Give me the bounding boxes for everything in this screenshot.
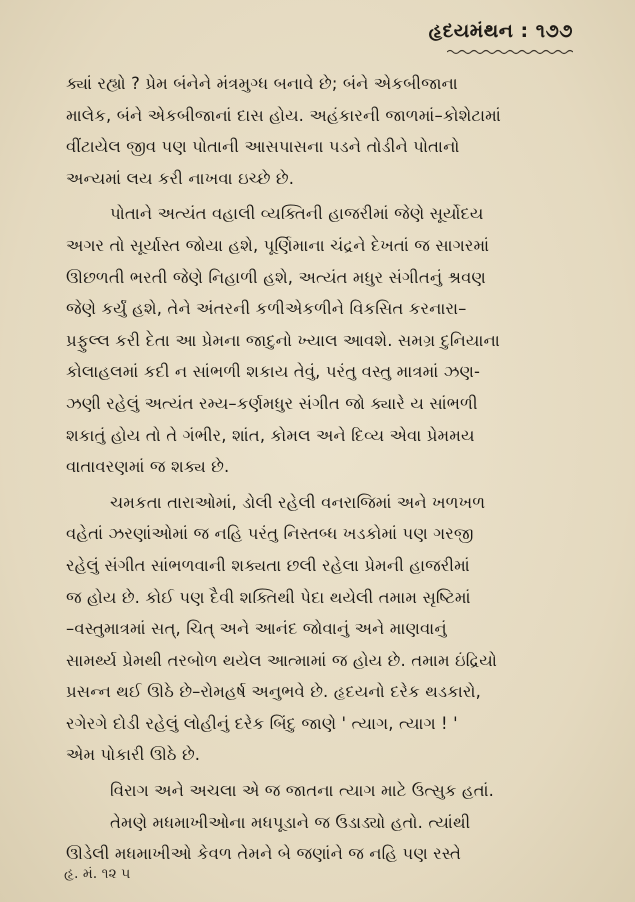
running-head: હૃદયમંથન : ૧૭૭ [428, 20, 573, 42]
text-line: ઝણી રહેલું અત્યંત રમ્ય–કર્ણમધુર સંગીત જો ક્યારે ય સાંભળી [66, 393, 478, 413]
text-line: સામર્થ્ય પ્રેમથી તરબોળ થયેલ આત્મામાં જ હોય છે. તમામ ઇંદ્રિયો [66, 650, 497, 670]
text-line: પોતાને અત્યંત વહાલી વ્યક્તિની હાજરીમાં જેણે સૂર્યોદય [110, 204, 484, 224]
text-line: ચમકતા તારાઓમાં, ડોલી રહેલી વનરાજિમાં અને ખળખળ [110, 492, 486, 512]
text-line: અગર તો સૂર્યાસ્ત જોયા હશે, પૂર્ણિમાના ચંદ્રને દેખતાં જ સાગરમાં [66, 235, 490, 255]
text-line: રગેરગે દોડી રહેલું લોહીનું દરેક બિંદુ જાણે ' ત્યાગ, ત્યાગ ! ' [66, 713, 458, 733]
text-line: રહેલું સંગીત સાંભળવાની શક્યતા છલી રહેલા પ્રેમની હાજરીમાં [66, 555, 470, 575]
text-line: વિરાગ અને અચલા એ જ જાતના ત્યાગ માટે ઉત્સુક હતાં. [110, 781, 495, 801]
text-line: એમ પોકારી ઊઠે છે. [66, 745, 201, 765]
text-line: ઊછળતી ભરતી જેણે નિહાળી હશે, અત્યંત મધુર સંગીતનું શ્રવણ [66, 267, 486, 287]
text-line: વાતાવરણમાં જ શક્ય છે. [66, 457, 230, 477]
text-line: વહેતાં ઝરણાંઓમાં જ નહિ પરંતુ નિસ્તબ્ધ ખડકોમાં પણ ગરજી [66, 524, 474, 544]
text-line: જ હોય છે. કોઈ પણ દૈવી શક્તિથી પેદા થયેલી તમામ સૃષ્ટિમાં [66, 587, 471, 607]
signature-mark: હૃ. મં. ૧૨ ૫ [64, 866, 131, 882]
text-line: પ્રફુલ્લ કરી દેતા આ પ્રેમના જાદુનો ખ્યાલ આવશે. સમગ્ર દુનિયાના [66, 330, 500, 350]
text-line: તેમણે મધમાખીઓના મધપૂડાને જ ઉડાડ્યો હતો. ત્યાંથી [110, 812, 471, 832]
text-line: કોલાહલમાં કદી ન સાંભળી શકાય તેવું, પરંતુ વસ્તુ માત્રમાં ઝણ- [66, 362, 481, 382]
text-line: માલેક, બંને એકબીજાનાં દાસ હોય. અહંકારની જાળમાં–કોશેટામાં [66, 105, 501, 125]
body-text [66, 68, 586, 870]
text-line: પ્રસન્ન થઈ ઊઠે છે–રોમહર્ષ અનુભવે છે. હૃદયનો દરેક થડકારો, [66, 682, 481, 702]
text-line: ક્યાં રહ્યો ? પ્રેમ બંનેને મંત્રમુગ્ધ બનાવે છે; બંને એકબીજાના [66, 74, 458, 93]
text-line: જેણે કર્યું હશે, તેને અંતરની કળીએકળીને વિકસિત કરનારા– [66, 299, 467, 319]
running-head-ornamental-rule [447, 49, 573, 55]
text-line: –વસ્તુમાત્રમાં સત્, ચિત્ અને આનંદ જોવાનું અને માણવાનું [66, 619, 447, 639]
text-line: શકાતું હોય તો તે ગંભીર, શાંત, કોમલ અને દિવ્ય એવા પ્રેમમય [66, 425, 475, 445]
text-line: ઊડેલી મધમાખીઓ કેવળ તેમને બે જણાંને જ નહિ પણ રસ્તે [66, 844, 462, 864]
text-line: વીંટાયેલ જીવ પણ પોતાની આસપાસના પડને તોડીને પોતાનો [66, 137, 460, 157]
text-line: અન્યમાં લય કરી નાખવા ઇચ્છે છે. [66, 168, 295, 188]
